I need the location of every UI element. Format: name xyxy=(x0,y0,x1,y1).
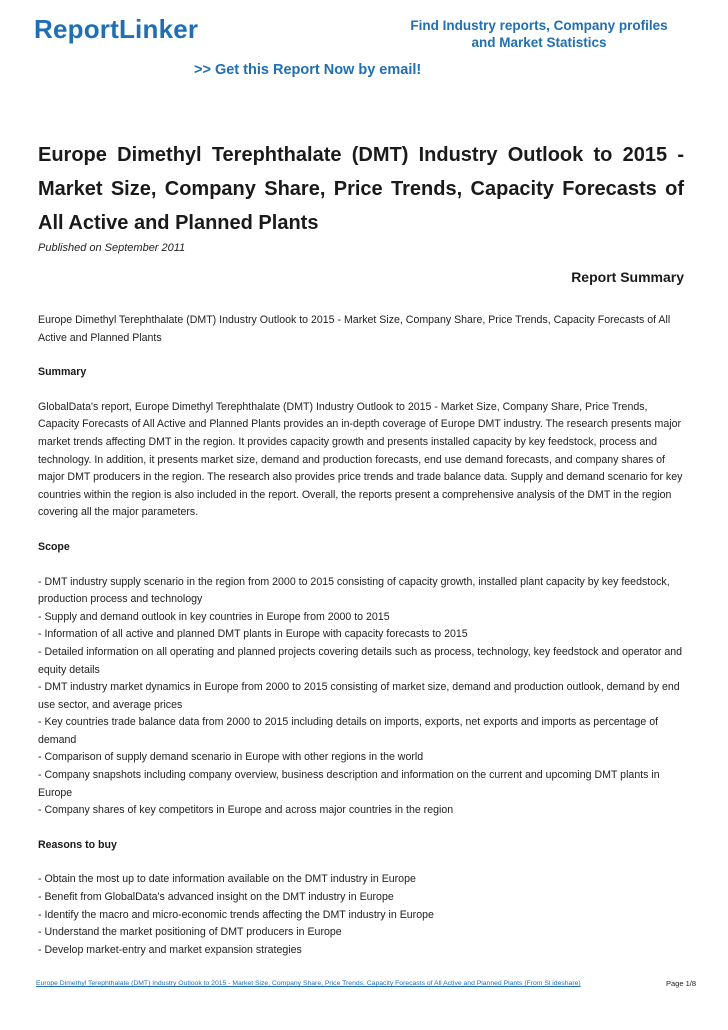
scope-item: - Detailed information on all operating and planned projects covering details such as process, technology, key feedstock and operator and equity details xyxy=(38,645,683,676)
intro-paragraph: Europe Dimethyl Terephthalate (DMT) Industry Outlook to 2015 - Market Size, Company Share, Price Trends, Capacity Forecasts of All Active and Planned Plants xyxy=(38,314,671,344)
tagline-line-2: and Market Statistics xyxy=(471,35,607,50)
footer-report-link[interactable]: Europe Dimethyl Terephthalate (DMT) Industry Outlook to 2015 - Market Size, Company Share, Price Trends, Capacity Forecasts of All Active and Planned Plants (From Sl ideshare) xyxy=(36,980,581,987)
page-footer xyxy=(36,980,696,988)
reason-item: - Benefit from GlobalData's advanced insight on the DMT industry in Europe xyxy=(38,891,394,904)
scope-item: - DMT industry supply scenario in the region from 2000 to 2015 consisting of capacity growth, installed plant capacity by key feedstock, production process and technology xyxy=(38,575,670,606)
published-date: Published on September 2011 xyxy=(38,242,186,254)
tagline-line-1: Find Industry reports, Company profiles xyxy=(410,18,668,33)
report-title: Europe Dimethyl Terephthalate (DMT) Industry Outlook to 2015 - Market Size, Company Share, Price Trends, Capacity Forecasts of All Active and Planned Plants xyxy=(38,144,684,234)
reasons-list xyxy=(38,871,688,959)
header-tagline xyxy=(384,17,694,51)
reason-item: - Identify the macro and micro-economic trends affecting the DMT industry in Europe xyxy=(38,908,434,921)
scope-item: - Key countries trade balance data from 2000 to 2015 including details on imports, exports, net exports and imports as percentage of demand xyxy=(38,716,659,746)
scope-list xyxy=(38,574,688,820)
reason-item: - Understand the market positioning of DMT producers in Europe xyxy=(38,926,342,939)
scope-item: - Company snapshots including company overview, business description and information on the current and upcoming DMT plants in Europe xyxy=(38,769,660,799)
summary-heading: Summary xyxy=(38,366,87,379)
get-report-link[interactable]: >> Get this Report Now by email! xyxy=(194,62,422,78)
page-number: Page 1/8 xyxy=(665,979,696,988)
reportlinker-logo[interactable]: ReportLinker xyxy=(34,14,199,44)
scope-item: - Information of all active and planned DMT plants in Europe with capacity forecasts to 2015 xyxy=(38,628,468,641)
reasons-heading: Reasons to buy xyxy=(38,838,117,851)
reason-item: - Develop market-entry and market expansion strategies xyxy=(38,943,302,956)
reason-item: - Obtain the most up to date information available on the DMT industry in Europe xyxy=(38,873,416,886)
report-body xyxy=(38,312,688,959)
scope-item: - Supply and demand outlook in key countries in Europe from 2000 to 2015 xyxy=(38,610,390,623)
summary-paragraph: GlobalData's report, Europe Dimethyl Terephthalate (DMT) Industry Outlook to 2015 - Market Size, Company Share, Price Trends, Capacity Forecasts of All Active and Planned Plants provides an in-depth coverage of Europe DMT industry. The research presents major market trends affecting DMT in the region. It provides capacity growth and presents installed capacity by key feedstock, process and technology. In addition, it presents market size, demand and production forecasts, end use demand forecasts, and company shares of major DMT producers in the region. The research also provides price trends and trade balance data. Supply and demand scenario for key countries within the region is also included in the report. Overall, the reports present a comprehensive analysis of the DMT in the region covering all the major parameters. xyxy=(38,400,683,519)
scope-item: - Company shares of key competitors in Europe and across major countries in the region xyxy=(38,804,454,817)
scope-heading: Scope xyxy=(38,540,70,553)
report-summary-heading: Report Summary xyxy=(571,269,684,285)
scope-item: - DMT industry market dynamics in Europe from 2000 to 2015 consisting of market size, demand and production outlook, demand by end use sector, and average prices xyxy=(38,681,680,711)
scope-item: - Comparison of supply demand scenario in Europe with other regions in the world xyxy=(38,751,424,764)
